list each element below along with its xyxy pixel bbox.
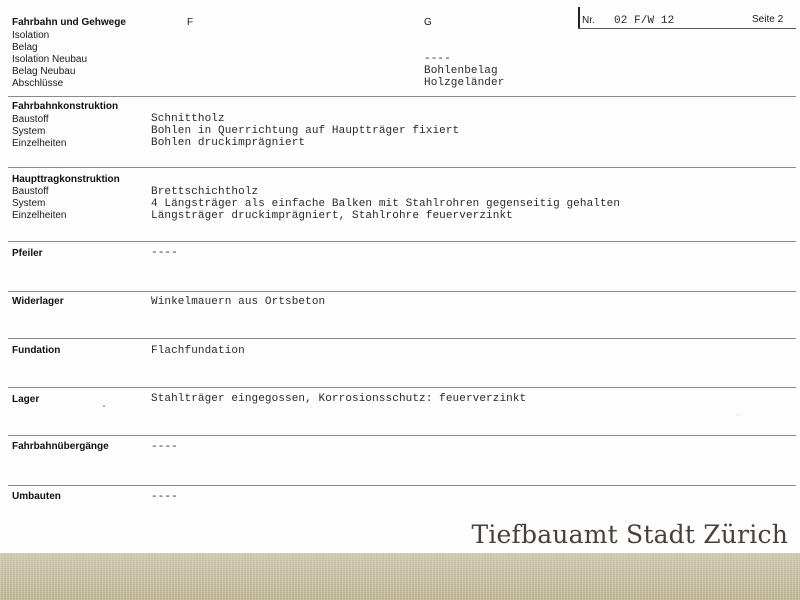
section-divider [8, 435, 796, 436]
field-value: Längsträger druckimprägniert, Stahlrohre feuerverzinkt [151, 210, 513, 222]
column-g-label: G [424, 17, 432, 28]
field-label: Belag [12, 42, 38, 53]
section-divider [8, 167, 796, 168]
field-label: Isolation [12, 30, 50, 41]
section-heading-fundation: Fundation [12, 345, 61, 356]
column-f-label: F [187, 17, 194, 28]
field-value: ---- [151, 491, 178, 503]
section-divider [8, 387, 796, 388]
footer-title: Tiefbauamt Stadt Zürich [471, 520, 788, 549]
field-label: System [12, 126, 46, 137]
field-value: Brettschichtholz [151, 186, 259, 198]
field-value: Holzgeländer [424, 77, 505, 89]
section-heading-fahrbahnuebergaenge: Fahrbahnübergänge [12, 441, 109, 452]
section-divider [8, 96, 796, 97]
field-label: Baustoff [12, 114, 49, 125]
field-label: Isolation Neubau [12, 54, 88, 65]
field-value: Stahlträger eingegossen, Korrosionsschutz: feuerverzinkt [151, 393, 527, 405]
field-label: Abschlüsse [12, 78, 64, 89]
field-label: Belag Neubau [12, 66, 76, 77]
section-divider [8, 241, 796, 242]
section-heading-lager: Lager [12, 394, 40, 405]
field-value: ---- [424, 53, 451, 65]
field-label: System [12, 198, 46, 209]
field-label: Baustoff [12, 186, 49, 197]
page-number: Seite 2 [752, 14, 784, 25]
field-label: Einzelheiten [12, 210, 67, 221]
field-value: ---- [151, 247, 178, 259]
field-value: Bohlenbelag [424, 65, 498, 77]
field-label: Einzelheiten [12, 138, 67, 149]
field-value: Flachfundation [151, 345, 245, 357]
section-heading-fahrbahnkonstruktion: Fahrbahnkonstruktion [12, 101, 119, 112]
header-underline [578, 28, 796, 29]
scan-speck [737, 414, 738, 415]
section-divider [8, 485, 796, 486]
field-value: Winkelmauern aus Ortsbeton [151, 296, 326, 308]
nr-label: Nr. [582, 15, 595, 26]
section-heading-pfeiler: Pfeiler [12, 248, 43, 259]
field-value: Schnittholz [151, 113, 225, 125]
nr-value: 02 F/W 12 [614, 15, 675, 27]
nr-divider [578, 7, 580, 29]
section-divider [8, 338, 796, 339]
scan-speck [103, 405, 105, 407]
field-value: ---- [151, 441, 178, 453]
section-heading-umbauten: Umbauten [12, 491, 61, 502]
section-heading-fahrbahn: Fahrbahn und Gehwege [12, 17, 126, 28]
linen-texture-band [0, 553, 800, 600]
section-heading-haupttragkonstruktion: Haupttragkonstruktion [12, 174, 120, 185]
field-value: Bohlen druckimprägniert [151, 137, 306, 149]
section-divider [8, 291, 796, 292]
field-value: 4 Längsträger als einfache Balken mit Stahlrohren gegenseitig gehalten [151, 198, 621, 210]
section-heading-widerlager: Widerlager [12, 296, 64, 307]
field-value: Bohlen in Querrichtung auf Hauptträger fixiert [151, 125, 460, 137]
